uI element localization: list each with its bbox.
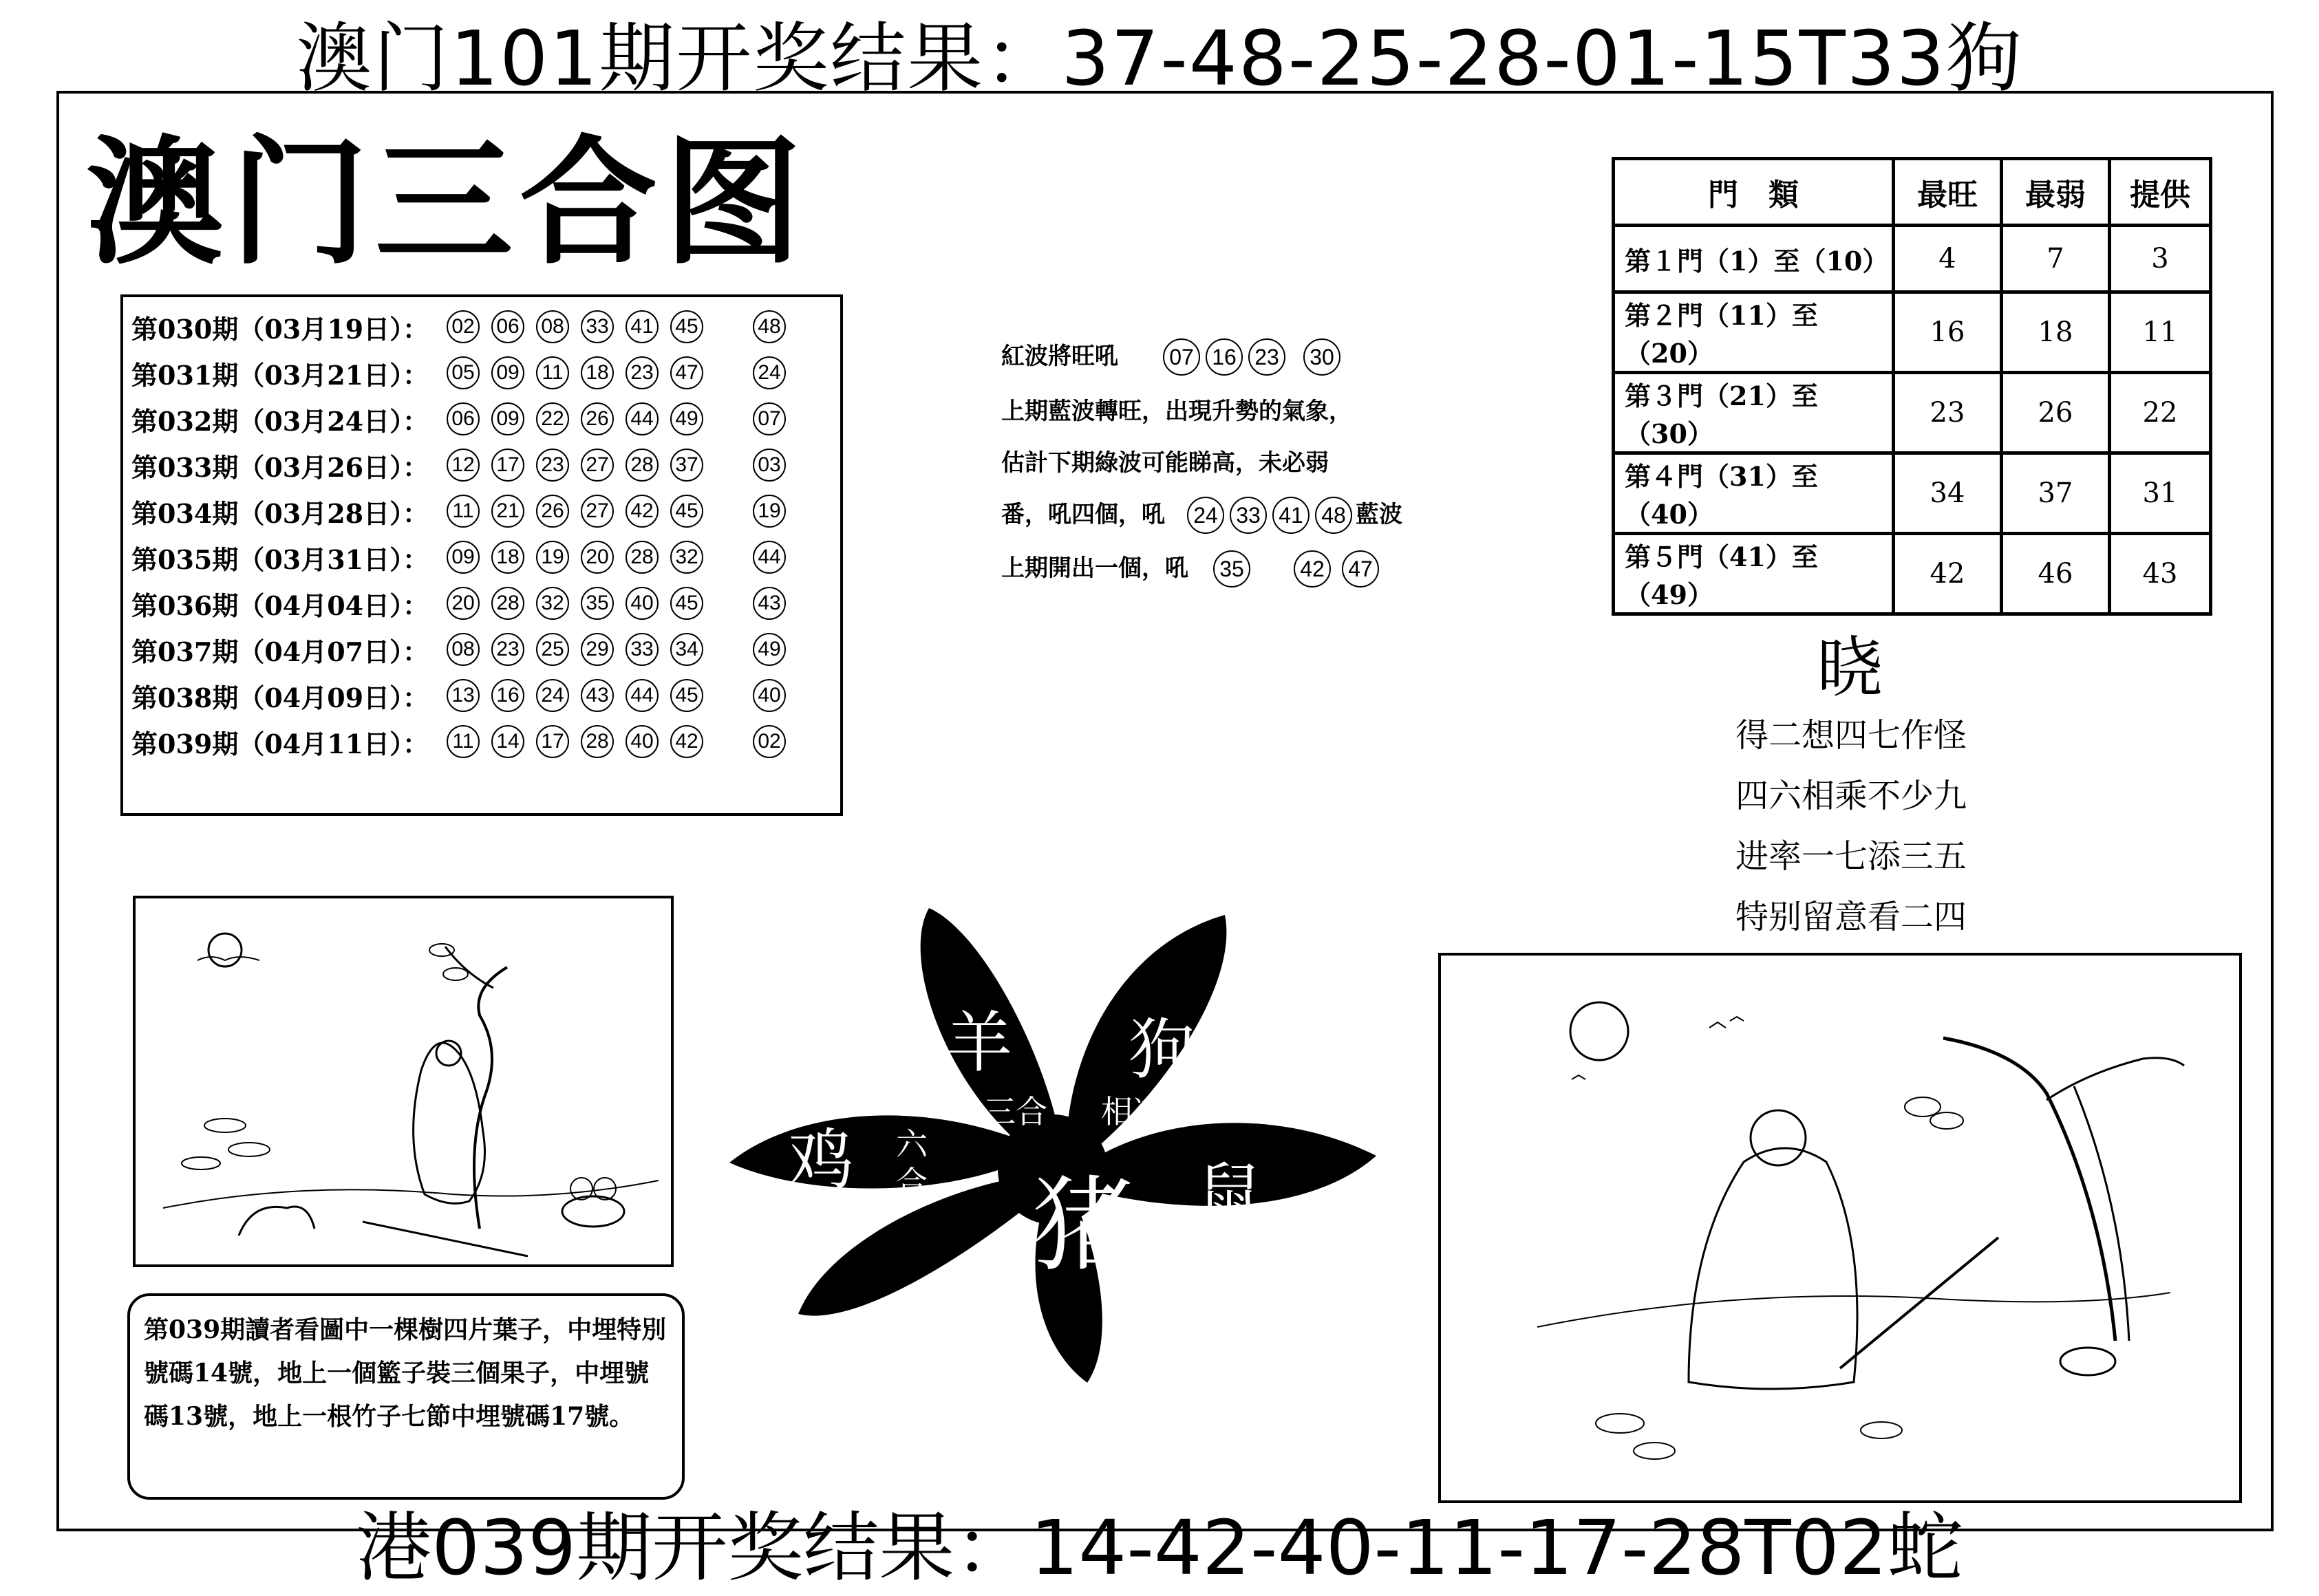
gate-cell: 22 [2110, 373, 2211, 453]
number-ball: 18 [581, 356, 614, 389]
gate-cell: 42 [1894, 534, 2002, 614]
number-ball: 28 [626, 541, 659, 574]
special-number-ball: 40 [753, 679, 786, 712]
wave-line-5 [1001, 549, 1188, 583]
gate-row-label: 第３門（21）至（30） [1614, 373, 1894, 453]
number-ball: 25 [536, 633, 569, 666]
gate-cell: 18 [2002, 292, 2110, 373]
special-number-ball: 48 [753, 310, 786, 343]
number-ball: 34 [670, 633, 703, 666]
gate-row [1614, 226, 2211, 292]
wave-line-1-text: 紅波將旺吼 [1001, 343, 1118, 370]
gate-cell: 16 [1894, 292, 2002, 373]
draw-row [131, 442, 781, 488]
right-illustration [1438, 953, 2242, 1503]
number-ball: 28 [626, 449, 659, 482]
gate-cell: 34 [1894, 453, 2002, 534]
wave-number-ball: 16 [1206, 338, 1243, 376]
number-ball: 43 [581, 679, 614, 712]
number-ball: 14 [491, 725, 524, 758]
number-ball: 13 [447, 679, 480, 712]
wave-number-ball: 35 [1213, 550, 1250, 587]
number-ball: 06 [447, 402, 480, 435]
number-ball: 49 [670, 402, 703, 435]
draw-row [131, 627, 781, 672]
number-ball: 42 [670, 725, 703, 758]
draw-period-label: 第036期（04月04日）： [131, 590, 429, 621]
number-ball: 28 [581, 725, 614, 758]
number-ball: 16 [491, 679, 524, 712]
wave-number-ball: 23 [1248, 338, 1285, 376]
number-ball: 33 [626, 633, 659, 666]
special-number-ball: 07 [753, 402, 786, 435]
wave-line-4 [1001, 495, 1165, 529]
number-ball: 08 [447, 633, 480, 666]
number-ball: 17 [491, 449, 524, 482]
number-ball: 45 [670, 310, 703, 343]
number-ball: 26 [536, 495, 569, 528]
wave-number-ball: 42 [1294, 550, 1331, 587]
number-ball: 45 [670, 679, 703, 712]
gate-cell: 23 [1894, 373, 2002, 453]
number-ball: 45 [670, 587, 703, 620]
number-ball: 27 [581, 449, 614, 482]
draw-period-label: 第033期（03月26日）： [131, 451, 429, 483]
wave-number-ball: 30 [1303, 338, 1340, 376]
number-ball: 20 [447, 587, 480, 620]
draw-row [131, 581, 781, 626]
wave-number-ball: 33 [1230, 497, 1267, 534]
wave-line-4-text: 番，吼四個，吼 [1001, 501, 1165, 528]
number-ball: 22 [536, 402, 569, 435]
wave-line-3: 估計下期綠波可能睇高，未必弱 [1001, 449, 1329, 477]
number-ball: 41 [626, 310, 659, 343]
gate-row [1614, 373, 2211, 453]
sage-landscape-image [136, 898, 671, 1264]
number-ball: 26 [581, 402, 614, 435]
gate-table-container [1612, 157, 2212, 616]
draw-row [131, 488, 781, 534]
main-title: 澳门三合图 [86, 122, 809, 283]
wave-number-ball: 24 [1187, 497, 1224, 534]
gate-row-label: 第２門（11）至（20） [1614, 292, 1894, 373]
draw-period-label: 第032期（03月24日）： [131, 405, 429, 437]
number-ball: 21 [491, 495, 524, 528]
number-ball: 06 [491, 310, 524, 343]
number-ball: 09 [491, 402, 524, 435]
number-ball: 17 [536, 725, 569, 758]
sanhe-label: 三合 [984, 1093, 1047, 1130]
top-result-title: 澳门101期开奖结果：37-48-25-28-01-15T33狗 [296, 14, 2023, 103]
bottom-result-title: 港039期开奖结果：14-42-40-11-17-28T02蛇 [356, 1504, 1963, 1592]
number-ball: 24 [536, 679, 569, 712]
poem-line: 得二想四七作怪 [1735, 716, 1967, 755]
number-ball: 12 [447, 449, 480, 482]
number-ball: 37 [670, 449, 703, 482]
gate-row [1614, 292, 2211, 373]
draw-row [131, 719, 781, 764]
poem-title: 晓 [1817, 629, 1883, 707]
number-ball: 08 [536, 310, 569, 343]
gate-row-label: 第１門（1）至（10） [1614, 226, 1894, 292]
number-ball: 11 [536, 356, 569, 389]
number-ball: 42 [626, 495, 659, 528]
number-ball: 18 [491, 541, 524, 574]
number-ball: 05 [447, 356, 480, 389]
gate-row-label: 第４門（31）至（40） [1614, 453, 1894, 534]
number-ball: 09 [447, 541, 480, 574]
gate-header-hottest: 最旺 [1894, 159, 2002, 226]
wave-number-ball: 48 [1315, 497, 1352, 534]
poem-line: 进率一七添三五 [1735, 837, 1967, 876]
number-ball: 23 [491, 633, 524, 666]
wave-number-ball: 07 [1163, 338, 1200, 376]
poem-line: 四六相乘不少九 [1735, 777, 1967, 815]
liuhe-label: 六合 [896, 1125, 928, 1201]
draw-row [131, 396, 781, 442]
zodiac-rooster: 鸡 [788, 1121, 854, 1198]
draw-period-label: 第039期（04月11日）： [131, 728, 429, 759]
gate-cell: 7 [2002, 226, 2110, 292]
wave-line-1 [1001, 337, 1118, 371]
number-ball: 27 [581, 495, 614, 528]
gate-row-label: 第５門（41）至（49） [1614, 534, 1894, 614]
gate-cell: 3 [2110, 226, 2211, 292]
wave-line-4-suffix: 藍波 [1356, 501, 1402, 528]
special-number-ball: 43 [753, 587, 786, 620]
number-ball: 23 [626, 356, 659, 389]
number-ball: 40 [626, 587, 659, 620]
gate-cell: 11 [2110, 292, 2211, 373]
gate-cell: 43 [2110, 534, 2211, 614]
gate-header-category: 門 類 [1614, 159, 1894, 226]
number-ball: 28 [491, 587, 524, 620]
special-number-ball: 03 [753, 449, 786, 482]
draw-row [131, 535, 781, 580]
reader-note: 第039期讀者看圖中一棵樹四片葉子，中埋特別號碼14號，地上一個籃子裝三個果子，中埋號碼13號，地上一根竹子七節中埋號碼17號。 [127, 1293, 685, 1500]
gate-header-provide: 提供 [2110, 159, 2211, 226]
number-ball: 35 [581, 587, 614, 620]
draw-period-label: 第031期（03月21日）： [131, 359, 429, 391]
number-ball: 11 [447, 725, 480, 758]
wave-line-2: 上期藍波轉旺，出現升勢的氣象， [1001, 398, 1352, 425]
gate-cell: 46 [2002, 534, 2110, 614]
wave-number-ball: 41 [1272, 497, 1310, 534]
number-ball: 09 [491, 356, 524, 389]
draw-period-label: 第035期（03月31日）： [131, 543, 429, 575]
xiangchong-label: 相冲 [1101, 1093, 1164, 1130]
number-ball: 02 [447, 310, 480, 343]
special-number-ball: 49 [753, 633, 786, 666]
special-number-ball: 02 [753, 725, 786, 758]
number-ball: 23 [536, 449, 569, 482]
draw-period-label: 第030期（03月19日）： [131, 313, 429, 345]
zodiac-sheep: 羊 [946, 1004, 1012, 1081]
draw-row [131, 673, 781, 718]
gate-table [1612, 157, 2212, 616]
number-ball: 44 [626, 679, 659, 712]
gate-table-header [1614, 159, 2211, 226]
gate-cell: 31 [2110, 453, 2211, 534]
special-number-ball: 19 [753, 495, 786, 528]
zodiac-rat: 鼠 [1197, 1156, 1263, 1233]
draw-row [131, 304, 781, 349]
gate-row [1614, 453, 2211, 534]
zodiac-pig: 猪 [1032, 1166, 1136, 1286]
number-ball: 40 [626, 725, 659, 758]
number-ball: 20 [581, 541, 614, 574]
special-number-ball: 24 [753, 356, 786, 389]
draw-period-label: 第037期（04月07日）： [131, 636, 429, 667]
poem-line: 特别留意看二四 [1735, 898, 1967, 936]
gate-cell: 37 [2002, 453, 2110, 534]
draw-period-label: 第038期（04月09日）： [131, 682, 429, 713]
wave-number-ball: 47 [1342, 550, 1379, 587]
number-ball: 47 [670, 356, 703, 389]
zodiac-dog: 狗 [1129, 1011, 1195, 1088]
wave-line-5-text: 上期開出一個，吼 [1001, 554, 1188, 582]
draw-period-label: 第034期（03月28日）： [131, 497, 429, 529]
gate-row [1614, 534, 2211, 614]
monk-landscape-image [1441, 956, 2239, 1500]
number-ball: 19 [536, 541, 569, 574]
number-ball: 44 [626, 402, 659, 435]
left-illustration [133, 896, 674, 1267]
gate-cell: 4 [1894, 226, 2002, 292]
number-ball: 45 [670, 495, 703, 528]
number-ball: 29 [581, 633, 614, 666]
gate-header-coldest: 最弱 [2002, 159, 2110, 226]
number-ball: 32 [536, 587, 569, 620]
gate-cell: 26 [2002, 373, 2110, 453]
draw-history-box [120, 294, 843, 816]
number-ball: 32 [670, 541, 703, 574]
draw-row [131, 350, 781, 396]
number-ball: 11 [447, 495, 480, 528]
zodiac-flower [716, 901, 1390, 1383]
number-ball: 33 [581, 310, 614, 343]
special-number-ball: 44 [753, 541, 786, 574]
